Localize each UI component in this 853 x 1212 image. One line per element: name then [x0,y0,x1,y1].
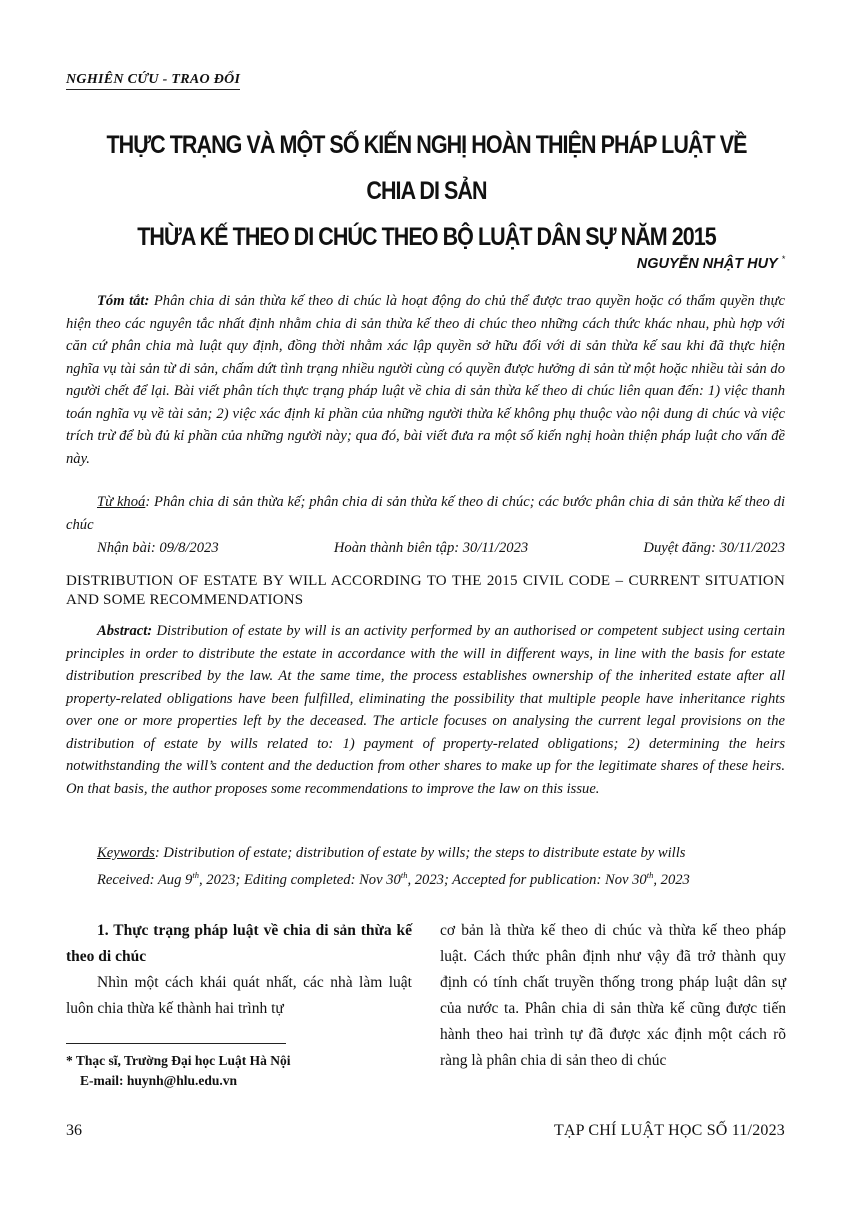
abstract-label: Abstract: [97,623,153,639]
accepted-en-sup: th [646,870,654,880]
keywords-en [97,845,787,862]
abstract-text: Distribution of estate by will is an activity performed by an authorised or competent subject using certain principles in order to distribute the estate in accordance with the will in different ways, in line with the basis for estate distribution prescribed by the law. At the same time, the process establishes ownership of the inherited estate after all property-related obligations have been fulfilled, eliminating the possibility that multiple people have inheritance rights over one or more properties left by the deceased. The article focuses on analysing the current legal provisions on the distribution of estate by wills related to: 1) payment of property-related obligations; 2) determining the heirs notwithstanding the will’s content and the deduction from other shares to make up for the legitimate shares of these heirs. On that basis, the author proposes some recommendations to improve the law on this issue. [66,623,785,797]
received-en: Received: Aug 9 [97,871,193,888]
footnote [66,1051,290,1091]
keywords-vi-paragraph [66,491,785,536]
footnote-email: E-mail: huynh@hlu.edu.vn [80,1073,237,1088]
summary-text: Phân chia di sản thừa kế theo di chúc là hoạt động do chủ thể được trao quyền hoặc có thẩm quyền thực hiện theo các nguyên tắc nhất định nhằm chia di sản thừa kế theo di chúc theo những cách thức khác nhau, phù hợp với căn cứ phân chia mà luật quy định, đồng thời nhằm xác lập quyền sở hữu đối với di sản thừa kế sau khi đã thực hiện nghĩa vụ tài sản từ di sản, chấm dứt tình trạng nhiều người cùng có quyền được hưởng di sản từ một hoặc nhiều tài sản do người chết để lại. Bài viết phân tích thực trạng pháp luật về chia di sản thừa kế theo di chúc liên quan đến: 1) việc thanh toán nghĩa vụ về tài sản; 2) việc xác định kỉ phần của những người thừa kế không phụ thuộc vào nội dung di chúc và việc trích trừ để bù đủ kỉ phần của những người này; qua đó, bài viết đưa ra một số kiến nghị hoàn thiện pháp luật cho vấn đề này. [66,293,785,467]
edited-en: , 2023; Editing completed: Nov 30 [198,871,401,888]
body-right-column [440,918,786,1074]
page-number: 36 [66,1122,82,1139]
title-line-2: THỪA KẾ THEO DI CHÚC THEO BỘ LUẬT DÂN SỰ NĂM 2015 [137,223,716,251]
section-label: NGHIÊN CỨU - TRAO ĐỔI [66,72,240,90]
dates-vi [97,540,785,557]
summary-label: Tóm tắt: [97,293,150,309]
body-left-text: Nhìn một cách khái quát nhất, các nhà làm luật luôn chia thừa kế thành hai trình tự [66,974,412,1017]
keywords-en-label: Keywords [97,845,155,861]
received-date-vi: Nhận bài: 09/8/2023 [97,540,219,556]
body-left-column [66,918,412,1022]
edited-date-vi: Hoàn thành biên tập: 30/11/2023 [333,540,529,556]
accepted-en-tail: , 2023 [653,871,690,888]
keywords-vi-label: Từ khoá [97,494,146,510]
title-line-1: THỰC TRẠNG VÀ MỘT SỐ KIẾN NGHỊ HOÀN THIỆN PHÁP LUẬT VỀ CHIA DI SẢN [106,131,747,205]
section-heading-1-text: 1. Thực trạng pháp luật về chia di sản thừa kế theo di chúc [66,922,412,965]
journal-name: TẠP CHÍ LUẬT HỌC SỐ 11/2023 [553,1122,785,1139]
author-footnote-mark: * [781,254,785,264]
edited-en-sup: th [400,870,408,880]
accepted-en: , 2023; Accepted for publication: Nov 30 [407,871,647,888]
body-left-paragraph [66,970,412,1022]
accepted-date-vi: Duyệt đăng: 30/11/2023 [643,540,785,556]
author [637,254,785,272]
dates-en [97,870,787,889]
keywords-vi-text: : Phân chia di sản thừa kế; phân chia di sản thừa kế theo di chúc; các bước phân chia di sản thừa kế theo di chúc [66,494,785,533]
footnote-divider [66,1043,286,1044]
section-heading-1 [66,918,412,970]
author-name: NGUYỄN NHẬT HUY [636,255,778,272]
footnote-affiliation: * Thạc sĩ, Trường Đại học Luật Hà Nội [66,1053,291,1068]
keywords-en-text: : Distribution of estate; distribution of estate by wills; the steps to distribute estate by wills [154,845,686,861]
received-en-sup: th [192,870,199,880]
english-title: DISTRIBUTION OF ESTATE BY WILL ACCORDING TO THE 2015 CIVIL CODE – CURRENT SITUATION AND SOME RECOMMENDATIONS [66,573,785,608]
summary-paragraph [66,290,785,470]
body-right-text: cơ bản là thừa kế theo di chúc và thừa kế theo pháp luật. Cách thức phân định như vậy đã trở thành quy định có tính chất truyền thống trong pháp luật dân sự của nước ta. Phân chia di sản thừa kế cũng được tiến hành theo hai trình tự đã được xác định một cách rõ ràng là phân chia di sản theo di chúc [440,922,786,1069]
article-title [94,122,759,260]
abstract-paragraph [66,620,785,800]
